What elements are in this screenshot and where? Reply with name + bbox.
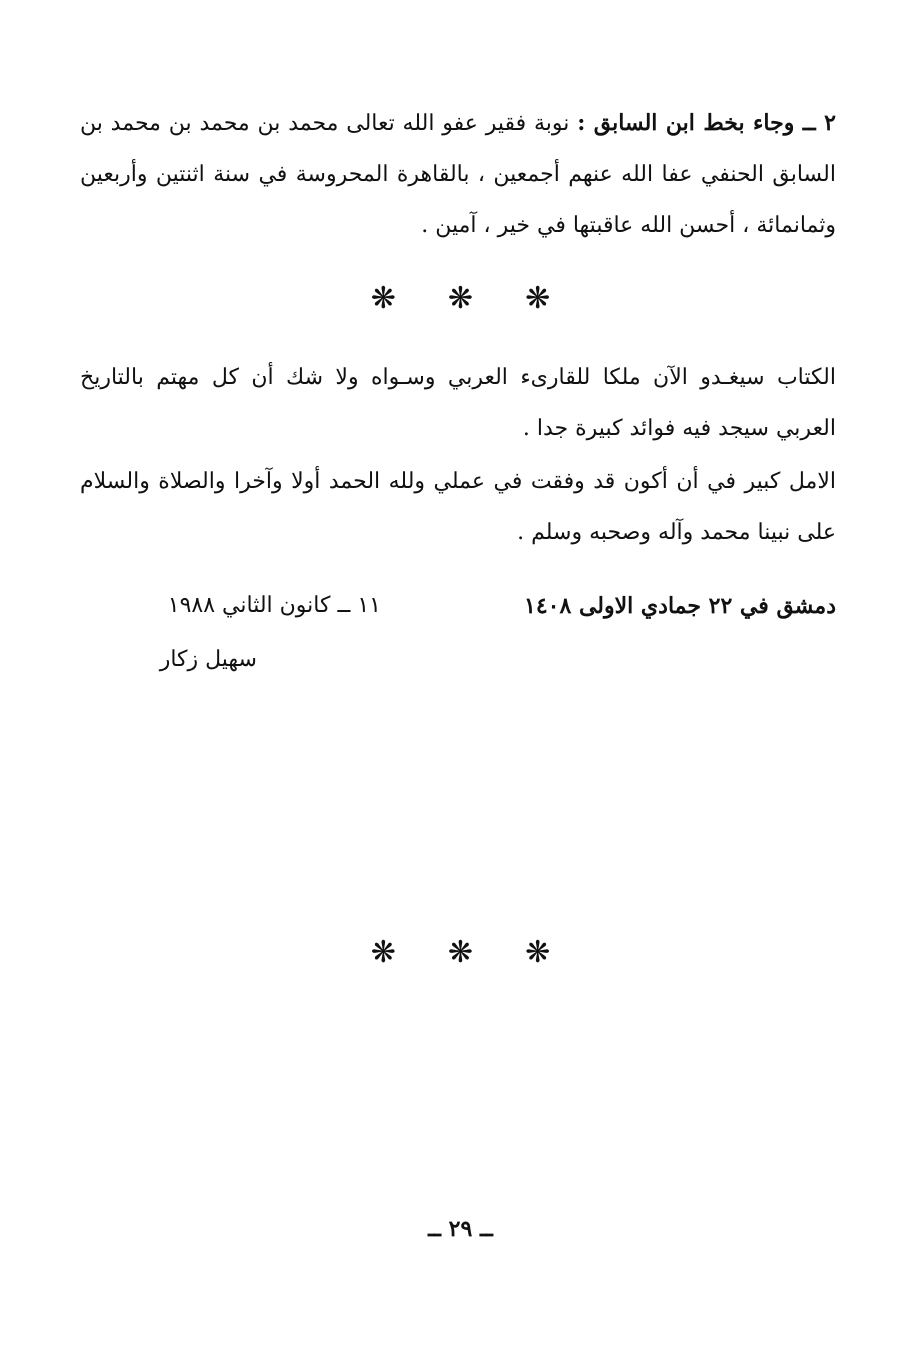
asterism-icon: ❋ — [370, 281, 396, 316]
asterism-icon: ❋ — [525, 281, 551, 316]
body-paragraph: الكتاب سيغـدو الآن ملكا للقارىء العربي وسـواه ولا شك أن كل مهتم بالتاريخ العربي سيجد فيه فوائد كبيرة جدا . — [80, 365, 836, 441]
place-and-hijri-date: دمشق في ٢٢ جمادي الاولى ١٤٠٨ — [524, 593, 836, 619]
closing-paragraph: الامل كبير في أن أكون قد وفقت في عملي ولله الحمد أولا وآخرا والصلاة والسلام على نبينا محمد وآله وصحبه وسلم . — [80, 469, 836, 545]
end-separator — [0, 935, 921, 970]
gregorian-date: ١١ ــ كانون الثاني ١٩٨٨ — [167, 593, 381, 618]
asterism-icon: ❋ — [370, 935, 396, 970]
colophon-paragraph — [80, 98, 836, 251]
author-signature: سهيل زكار — [159, 647, 257, 672]
asterism-icon: ❋ — [447, 935, 474, 970]
page-number: ــ ٢٩ ــ — [428, 1216, 493, 1242]
section-separator — [0, 281, 921, 316]
colophon-text: نوبة فقير عفو الله تعالى محمد بن محمد بن محمد بن السابق الحنفي عفا الله عنهم أجمعين ، بالقاهرة المحروسة في سنة اثنتين وأربعين وثمانمائة ، أحسن الله عاقبتها في خير ، آمين . — [80, 111, 836, 238]
asterism-icon: ❋ — [525, 935, 551, 970]
asterism-icon: ❋ — [447, 281, 474, 316]
section-heading: ٢ ــ وجاء بخط ابن السابق : — [577, 110, 836, 136]
